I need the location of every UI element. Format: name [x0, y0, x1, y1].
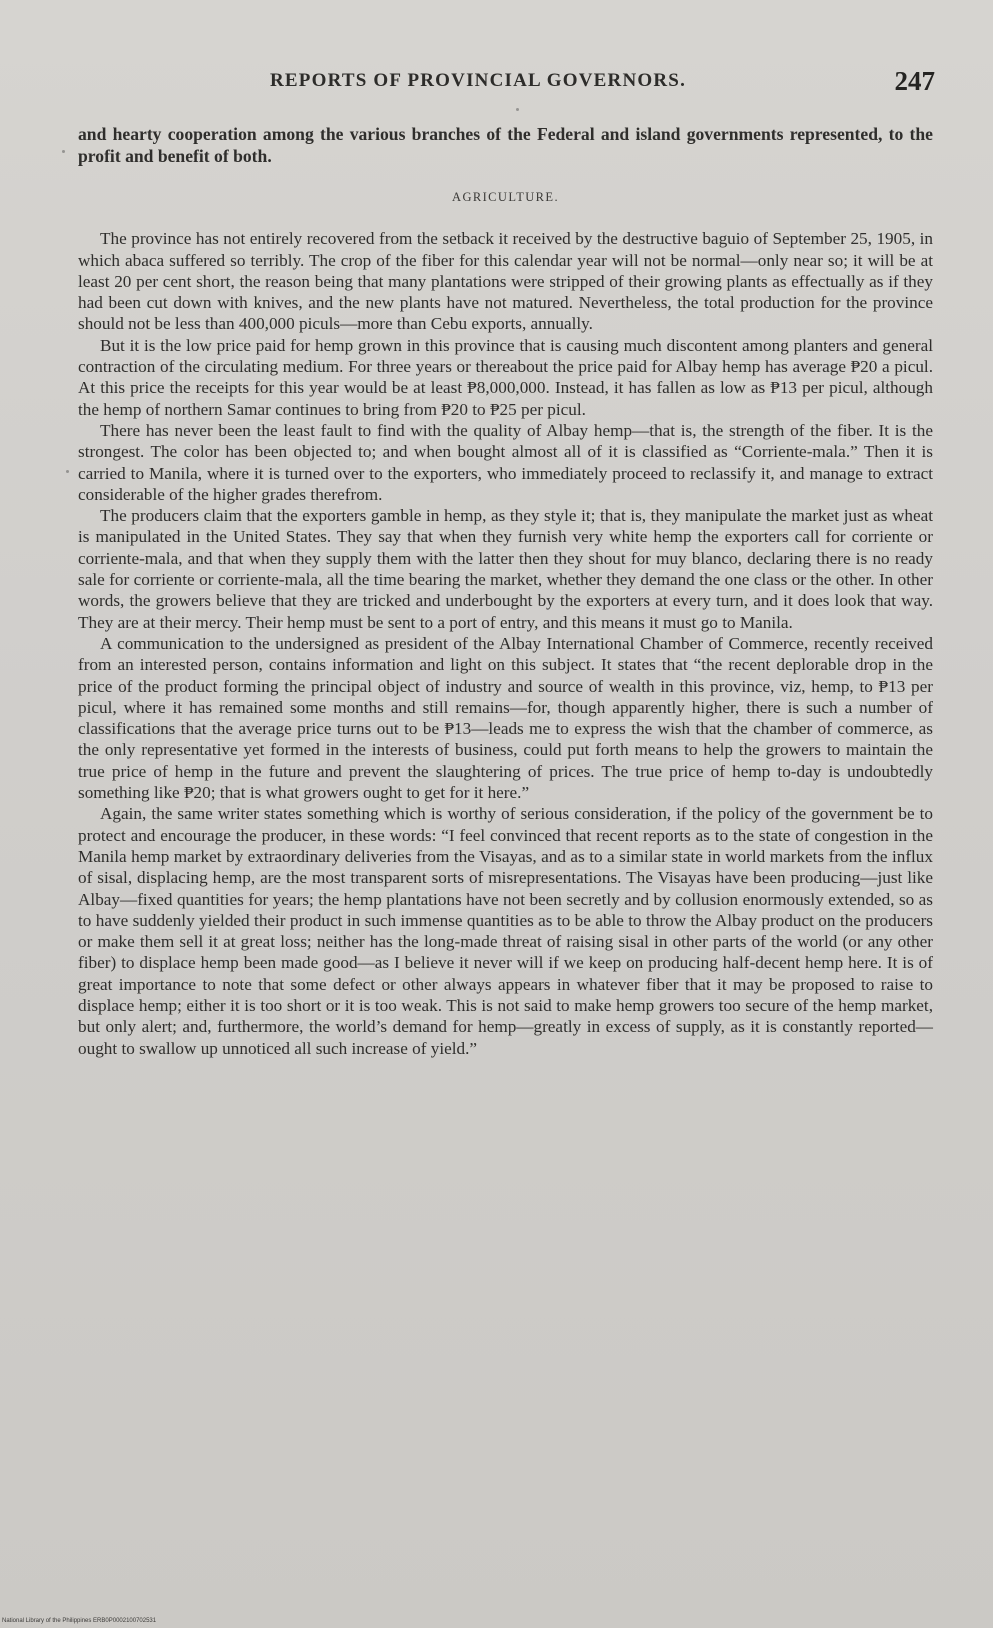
page-header — [80, 66, 935, 106]
paragraph: Again, the same writer states something which is worthy of serious consideration, if the policy of the government be to protect and encourage the producer, in these words: “I feel convinced that recent reports as to the state of congestion in the Manila hemp market by extraordinary deliveries from the Visayas, and as to a similar state in world markets from the influx of sisal, displacing hemp, are the most transparent sorts of misrepresentations. The Visayas have been producing—just like Albay—fixed quantities for years; the hemp plantations have not been secretly and by collusion enormously extended, so as to have suddenly yielded their product in such immense quantities as to be able to throw the Albay product on the producers or make them sell it at great loss; neither has the long-made threat of raising sisal in other parts of the world (or any other fiber) to displace hemp been made good—as I believe it never will if we keep on producing half-decent hemp here. It is of great importance to note that some defect or other always appears in whatever fiber that it may be proposed to raise to displace hemp; either it is too short or it is too weak. This is not said to make hemp growers too secure of the hemp market, but only alert; and, furthermore, the world’s demand for hemp—greatly in excess of supply, as it is constantly reported—ought to swallow up unnoticed all such increase of yield.” — [78, 804, 933, 1058]
page-number: 247 — [894, 66, 935, 96]
scan-credit: National Library of the Philippines ERB0P0002100702531 — [2, 1618, 157, 1624]
paragraph: There has never been the least fault to find with the quality of Albay hemp—that is, the strength of the fiber. It is the strongest. The color has been objected to; and when bought almost all of it is classified as “Corriente-mala.” Then it is carried to Manila, where it is turned over to the exporters, who immediately proceed to reclassify it, and manage to extract considerable of the higher grades therefrom. — [78, 420, 933, 504]
opening-paragraph: and hearty cooperation among the various branches of the Federal and island governments represented, to the profit and benefit of both. — [78, 124, 933, 166]
paragraph: The province has not entirely recovered from the setback it received by the destructive baguio of September 25, 1905, in which abaca suffered so terribly. The crop of the fiber for this calendar year will not be normal—only near so; it will be at least 20 per cent short, the reason being that many plantations were stripped of their growing plants as effectually as if they had been cut down with knives, and the new plants have not matured. Nevertheless, the total production for the province should not be less than 400,000 piculs—more than Cebu exports, annually. — [78, 229, 933, 334]
body-text — [78, 124, 933, 1059]
paragraph: But it is the low price paid for hemp grown in this province that is causing much discontent among planters and general contraction of the circulating medium. For three years or thereabout the price paid for Albay hemp has average ₱20 a picul. At this price the receipts for this year would be at least ₱8,000,000. Instead, it has fallen as low as ₱13 per picul, although the hemp of northern Samar continues to bring from ₱20 to ₱25 per picul. — [78, 335, 933, 419]
print-speck — [66, 470, 69, 473]
print-speck — [516, 108, 519, 111]
paragraph: The producers claim that the exporters gamble in hemp, as they style it; that is, they manipulate the market just as wheat is manipulated in the United States. They say that when they furnish very white hemp the exporters call for corriente or corriente-mala, and that when they supply them with the latter then they shout for muy blanco, declaring there is no ready sale for corriente or corriente-mala, all the time bearing the market, whether they demand the one class or the other. In other words, the growers believe that they are tricked and underbought by the exporters at every turn, and it does look that way. They are at their mercy. Their hemp must be sent to a port of entry, and this means it must go to Manila. — [78, 506, 933, 632]
paragraph: A communication to the undersigned as president of the Albay International Chamber of Commerce, recently received from an interested person, contains information and light on this subject. It states that “the recent deplorable drop in the price of the product forming the principal object of industry and source of wealth in this province, viz, hemp, to ₱13 per picul, where it has remained some months and still remains—for, though apparently higher, there is such a number of classifications that the average price turns out to be ₱13—leads me to express the wish that the chamber of commerce, as the only representative yet formed in the interests of business, could put forth means to help the growers to maintain the true price of hemp in the future and prevent the slaughtering of prices. The true price of hemp to-day is undoubtedly something like ₱20; that is what growers ought to get for it here.” — [78, 633, 933, 803]
print-speck — [62, 150, 65, 153]
section-heading: AGRICULTURE. — [452, 190, 559, 204]
running-head: REPORTS OF PROVINCIAL GOVERNORS. — [270, 70, 687, 91]
